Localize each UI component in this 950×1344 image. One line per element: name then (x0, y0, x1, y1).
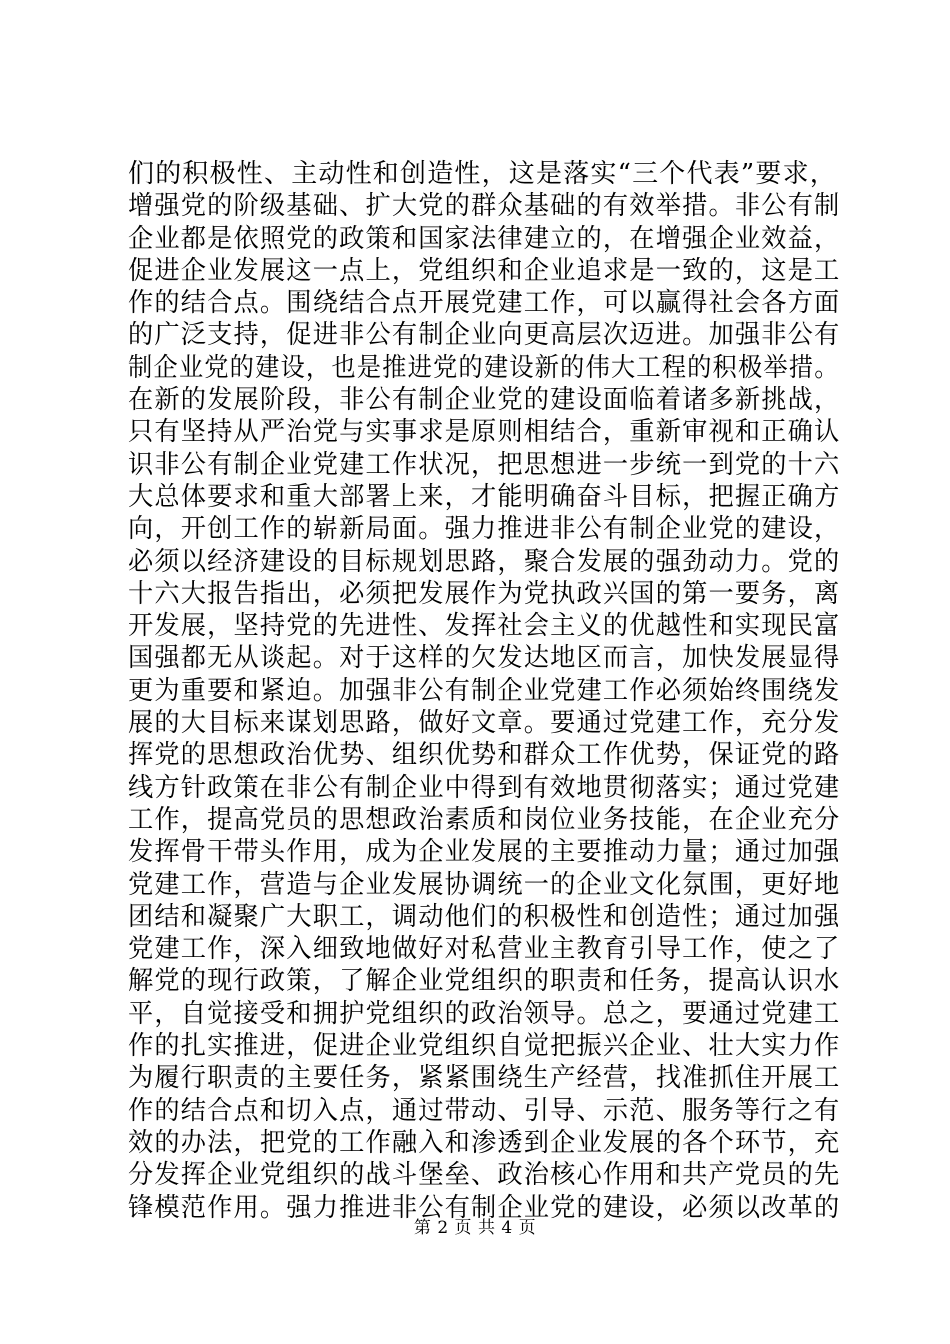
body-text (128, 158, 841, 1224)
text-line: 促进企业发展这一点上，党组织和企业追求是一致的，这是工 (128, 255, 841, 286)
text-line: 在新的发展阶段，非公有制企业党的建设面临着诸多新挑战， (128, 385, 841, 416)
text-line: 平，自觉接受和拥护党组织的政治领导。总之，要通过党建工 (128, 998, 841, 1029)
text-line: 国强都无从谈起。对于这样的欠发达地区而言，加快发展显得 (128, 643, 841, 674)
text-line: 解党的现行政策，了解企业党组织的职责和任务，提高认识水 (128, 966, 841, 997)
text-line: 更为重要和紧迫。加强非公有制企业党建工作必须始终围绕发 (128, 675, 841, 706)
text-line: 效的办法，把党的工作融入和渗透到企业发展的各个环节，充 (128, 1127, 841, 1158)
text-line: 只有坚持从严治党与实事求是原则相结合，重新审视和正确认 (128, 417, 841, 448)
text-line: 发挥骨干带头作用，成为企业发展的主要推动力量；通过加强 (128, 837, 841, 868)
text-line: 党建工作，深入细致地做好对私营业主教育引导工作，使之了 (128, 934, 841, 965)
text-line: 工作，提高党员的思想政治素质和岗位业务技能，在企业充分 (128, 804, 841, 835)
text-line: 向，开创工作的崭新局面。强力推进非公有制企业党的建设， (128, 514, 841, 545)
text-line: 的广泛支持，促进非公有制企业向更高层次迈进。加强非公有 (128, 320, 841, 351)
text-line: 增强党的阶级基础、扩大党的群众基础的有效举措。非公有制 (128, 191, 841, 222)
text-line: 党建工作，营造与企业发展协调统一的企业文化氛围，更好地 (128, 869, 841, 900)
text-line: 线方针政策在非公有制企业中得到有效地贯彻落实；通过党建 (128, 772, 841, 803)
text-line: 作的扎实推进，促进企业党组织自觉把振兴企业、壮大实力作 (128, 1031, 841, 1062)
text-line: 展的大目标来谋划思路，做好文章。要通过党建工作，充分发 (128, 708, 841, 739)
text-line: 锋模范作用。强力推进非公有制企业党的建设，必须以改革的 (128, 1192, 841, 1223)
text-line: 为履行职责的主要任务，紧紧围绕生产经营，找准抓住开展工 (128, 1063, 841, 1094)
text-line: 企业都是依照党的政策和国家法律建立的，在增强企业效益， (128, 223, 841, 254)
text-line: 识非公有制企业党建工作状况，把思想进一步统一到党的十六 (128, 449, 841, 480)
text-line: 开发展，坚持党的先进性、发挥社会主义的优越性和实现民富 (128, 611, 841, 642)
text-line: 必须以经济建设的目标规划思路，聚合发展的强劲动力。党的 (128, 546, 841, 577)
text-line: 挥党的思想政治优势、组织优势和群众工作优势，保证党的路 (128, 740, 841, 771)
text-line: 们的积极性、主动性和创造性，这是落实“三个代表”要求， (128, 159, 837, 189)
text-line: 作的结合点。围绕结合点开展党建工作，可以赢得社会各方面 (128, 288, 841, 319)
text-line: 大总体要求和重大部署上来，才能明确奋斗目标，把握正确方 (128, 481, 841, 512)
text-line: 作的结合点和切入点，通过带动、引导、示范、服务等行之有 (128, 1095, 841, 1126)
text-line: 分发挥企业党组织的战斗堡垒、政治核心作用和共产党员的先 (128, 1160, 841, 1191)
text-line: 团结和凝聚广大职工，调动他们的积极性和创造性；通过加强 (128, 901, 841, 932)
text-line: 制企业党的建设，也是推进党的建设新的伟大工程的积极举措。 (128, 352, 840, 383)
text-line: 十六大报告指出，必须把发展作为党执政兴国的第一要务，离 (128, 578, 841, 609)
page-footer: 第 2 页 共 4 页 (413, 1218, 537, 1238)
